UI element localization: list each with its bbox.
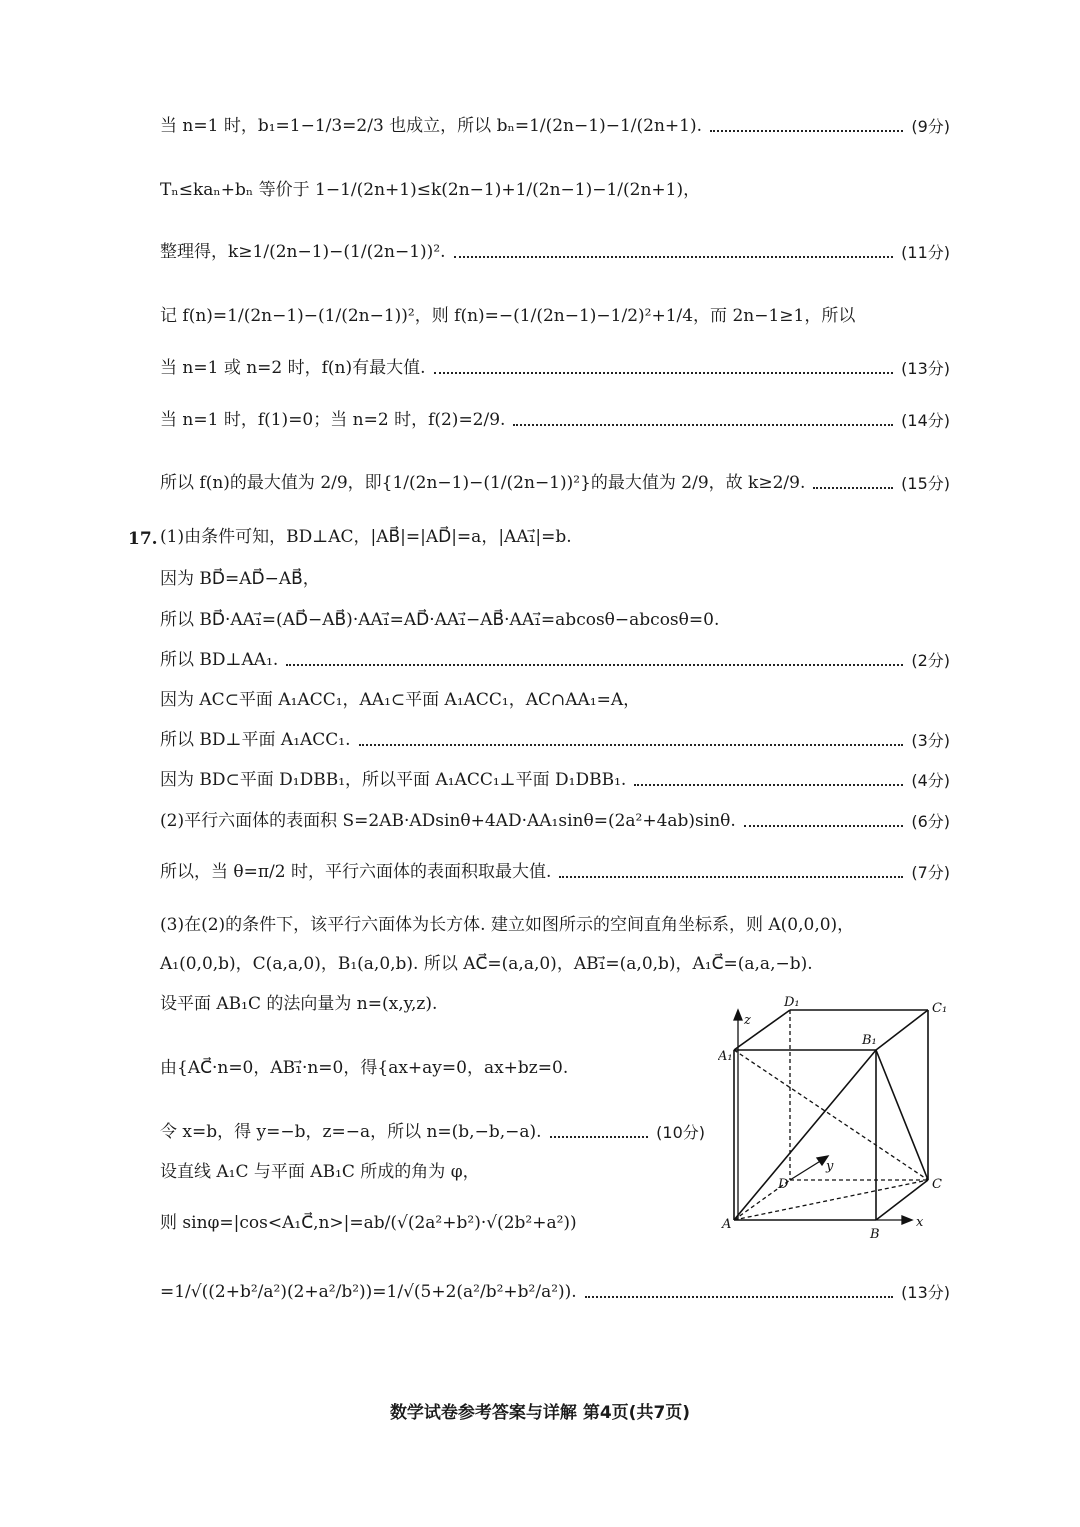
leader-dots [359, 744, 904, 746]
score: (10分) [656, 1122, 705, 1142]
score: (7分) [911, 862, 950, 882]
line-text: 整理得，k≥1/(2n−1)−(1/(2n−1))². [160, 242, 446, 262]
line-text: 当 n=1 或 n=2 时，f(n)有最大值. [160, 358, 426, 378]
line-12 [160, 692, 950, 709]
line-text: A₁(0,0,b)，C(a,a,0)，B₁(a,0,b). 所以 AC⃗=(a,a,0)，AB₁⃗=(a,0,b)，A₁C⃗=(a,a,−b). [160, 954, 813, 974]
line-text: (3)在(2)的条件下，该平行六面体为长方体. 建立如图所示的空间直角坐标系，则 A(0,0,0)， [160, 915, 855, 935]
cuboid-edges [734, 1010, 928, 1220]
label-y: y [826, 1159, 834, 1174]
score: (13分) [901, 1282, 950, 1302]
line-text: 当 n=1 时，f(1)=0；当 n=2 时，f(2)=2/9. [160, 410, 506, 430]
line-text: 由{AC⃗·n=0，AB₁⃗·n=0，得{ax+ay=0，ax+bz=0. [160, 1058, 569, 1078]
line-19 [160, 996, 680, 1013]
line-text: 所以，当 θ=π/2 时，平行六面体的表面积取最大值. [160, 862, 552, 882]
line-6 [160, 412, 950, 429]
line-7 [160, 475, 950, 492]
line-17 [160, 917, 950, 934]
score: (6分) [911, 811, 950, 831]
line-13 [160, 732, 950, 749]
label-A: A [722, 1217, 732, 1232]
line-15 [160, 813, 950, 830]
leader-dots [710, 130, 903, 132]
label-z: z [744, 1013, 751, 1028]
leader-dots [434, 372, 894, 374]
score: (11分) [901, 242, 950, 262]
leader-dots [513, 424, 893, 426]
line-text: 因为 AC⊂平面 A₁ACC₁，AA₁⊂平面 A₁ACC₁，AC∩AA₁=A， [160, 690, 641, 710]
line-23 [160, 1215, 680, 1232]
line-4 [160, 308, 950, 325]
score: (15分) [901, 473, 950, 493]
label-C: C [932, 1177, 942, 1192]
label-x: x [916, 1215, 924, 1230]
score: (13分) [901, 358, 950, 378]
label-D1: D₁ [784, 995, 800, 1010]
line-text: 所以 f(n)的最大值为 2/9，即{1/(2n−1)−(1/(2n−1))²}的最大值为 2/9，故 k≥2/9. [160, 473, 806, 493]
cuboid-figure [718, 992, 958, 1242]
leader-dots [813, 487, 893, 489]
line-text: 当 n=1 时，b₁=1−1/3=2/3 也成立，所以 bₙ=1/(2n−1)−1/(2n+1). [160, 116, 702, 136]
line-text: 所以 BD⃗·AA₁⃗=(AD⃗−AB⃗)·AA₁⃗=AD⃗·AA₁⃗−AB⃗·AA₁⃗=abcosθ−abcosθ=0. [160, 610, 720, 630]
hidden-edges [734, 1010, 928, 1220]
line-16 [160, 864, 950, 881]
line-text: 则 sinφ=|cos<A₁C⃗,n>|=ab/(√(2a²+b²)·√(2b²+a²)) [160, 1213, 577, 1233]
line-text: 所以 BD⊥AA₁. [160, 650, 279, 670]
line-text: (1)由条件可知，BD⊥AC，|AB⃗|=|AD⃗|=a，|AA₁⃗|=b. [160, 527, 572, 547]
line-8 [160, 529, 950, 546]
line-20 [160, 1060, 680, 1077]
leader-dots [454, 256, 894, 258]
score: (2分) [911, 650, 950, 670]
line-text: Tₙ≤kaₙ+bₙ 等价于 1−1/(2n+1)≤k(2n−1)+1/(2n−1)−1/(2n+1)， [160, 180, 701, 200]
line-1 [160, 118, 950, 135]
label-B: B [870, 1227, 880, 1242]
line-9 [160, 571, 950, 588]
line-2 [160, 182, 950, 199]
problem-number: 17. [128, 529, 158, 549]
line-3 [160, 244, 950, 261]
label-C1: C₁ [932, 1001, 948, 1016]
line-22 [160, 1164, 680, 1181]
line-text: (2)平行六面体的表面积 S=2AB·ADsinθ+4AD·AA₁sinθ=(2a²+4ab)sinθ. [160, 811, 736, 831]
leader-dots [559, 876, 903, 878]
leader-dots [634, 784, 903, 786]
line-18 [160, 956, 950, 973]
line-text: 设直线 A₁C 与平面 AB₁C 所成的角为 φ， [160, 1162, 480, 1182]
leader-dots [550, 1136, 649, 1138]
line-24 [160, 1284, 950, 1301]
label-B1: B₁ [862, 1033, 877, 1048]
leader-dots [744, 825, 904, 827]
line-text: 因为 BD⃗=AD⃗−AB⃗， [160, 569, 320, 589]
line-text: 令 x=b，得 y=−b，z=−a，所以 n=(b,−b,−a). [160, 1122, 542, 1142]
leader-dots [286, 664, 903, 666]
score: (4分) [911, 770, 950, 790]
page-footer: 数学试卷参考答案与详解 第4页(共7页) [389, 1403, 691, 1423]
line-text: =1/√((2+b²/a²)(2+a²/b²))=1/√(5+2(a²/b²+b²/a²)). [160, 1282, 577, 1302]
line-21 [160, 1124, 705, 1141]
line-text: 设平面 AB₁C 的法向量为 n=(x,y,z). [160, 994, 438, 1014]
leader-dots [585, 1296, 893, 1298]
label-A1: A₁ [718, 1049, 733, 1064]
line-text: 所以 BD⊥平面 A₁ACC₁. [160, 730, 351, 750]
score: (3分) [911, 730, 950, 750]
line-text: 记 f(n)=1/(2n−1)−(1/(2n−1))²，则 f(n)=−(1/(2n−1)−1/2)²+1/4，而 2n−1≥1，所以 [160, 306, 856, 326]
line-text: 因为 BD⊂平面 D₁DBB₁，所以平面 A₁ACC₁⊥平面 D₁DBB₁. [160, 770, 627, 790]
line-14 [160, 772, 950, 789]
score: (14分) [901, 410, 950, 430]
label-D: D [778, 1177, 789, 1192]
line-5 [160, 360, 950, 377]
score: (9分) [911, 116, 950, 136]
line-11 [160, 652, 950, 669]
line-10 [160, 612, 950, 629]
